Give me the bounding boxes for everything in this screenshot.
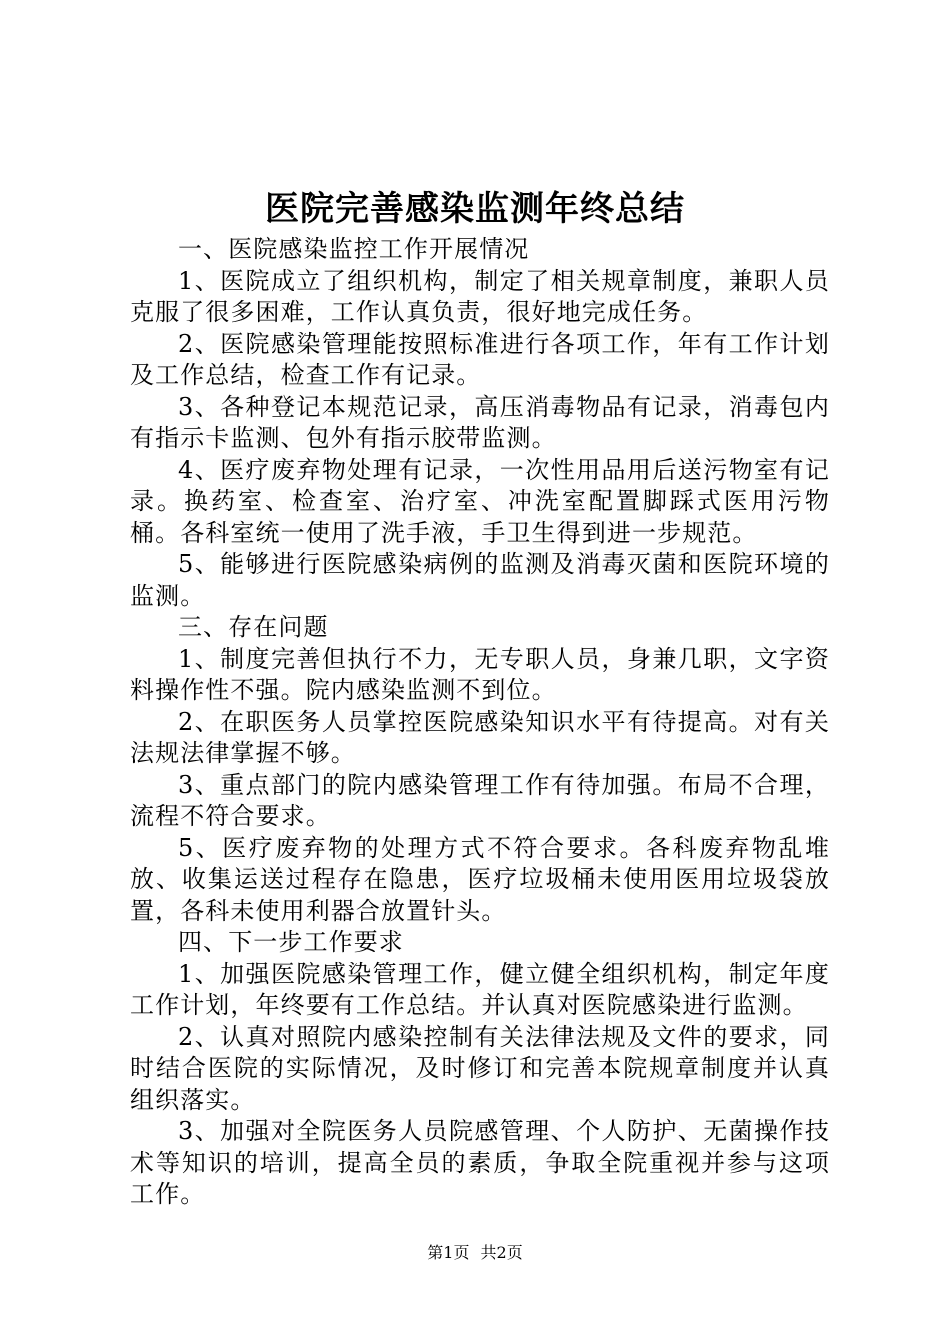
paragraph: 2、在职医务人员掌控医院感染知识水平有待提高。对有关法规法律掌握不够。: [130, 707, 830, 767]
section-heading: 一、医院感染监控工作开展情况: [178, 235, 530, 263]
paragraph: 3、重点部门的院内感染管理工作有待加强。布局不合理，流程不符合要求。: [130, 770, 830, 830]
paragraph: 5、能够进行医院感染病例的监测及消毒灭菌和医院环境的监测。: [130, 550, 830, 610]
document-body: [130, 234, 830, 1211]
paragraph: 1、制度完善但执行不力，无专职人员，身兼几职，文字资料操作性不强。院内感染监测不到位。: [130, 644, 830, 704]
paragraph: 4、医疗废弃物处理有记录，一次性用品用后送污物室有记录。换药室、检查室、治疗室、冲洗室配置脚踩式医用污物桶。各科室统一使用了洗手液，手卫生得到进一步规范。: [130, 455, 830, 547]
section-heading: 四、下一步工作要求: [178, 928, 404, 956]
document-title: 医院完善感染监测年终总结: [265, 189, 685, 229]
paragraph: 2、认真对照院内感染控制有关法律法规及文件的要求，同时结合医院的实际情况，及时修订和完善本院规章制度并认真组织落实。: [130, 1022, 830, 1114]
page-footer: [0, 1242, 950, 1264]
paragraph: 1、医院成立了组织机构，制定了相关规章制度，兼职人员克服了很多困难，工作认真负责，很好地完成任务。: [130, 266, 830, 326]
page-number-current: 第1页: [427, 1243, 470, 1262]
page-number-total: 共2页: [480, 1243, 523, 1262]
paragraph: 5、医疗废弃物的处理方式不符合要求。各科废弃物乱堆放、收集运送过程存在隐患，医疗垃圾桶未使用医用垃圾袋放置，各科未使用利器合放置针头。: [130, 833, 830, 925]
paragraph: 1、加强医院感染管理工作，健立健全组织机构，制定年度工作计划，年终要有工作总结。并认真对医院感染进行监测。: [130, 959, 830, 1019]
paragraph: 3、各种登记本规范记录，高压消毒物品有记录，消毒包内有指示卡监测、包外有指示胶带监测。: [130, 392, 830, 452]
paragraph: 2、医院感染管理能按照标准进行各项工作，年有工作计划及工作总结，检查工作有记录。: [130, 329, 830, 389]
section-heading: 三、存在问题: [178, 613, 329, 641]
paragraph: 3、加强对全院医务人员院感管理、个人防护、无菌操作技术等知识的培训，提高全员的素质，争取全院重视并参与这项工作。: [130, 1117, 830, 1208]
